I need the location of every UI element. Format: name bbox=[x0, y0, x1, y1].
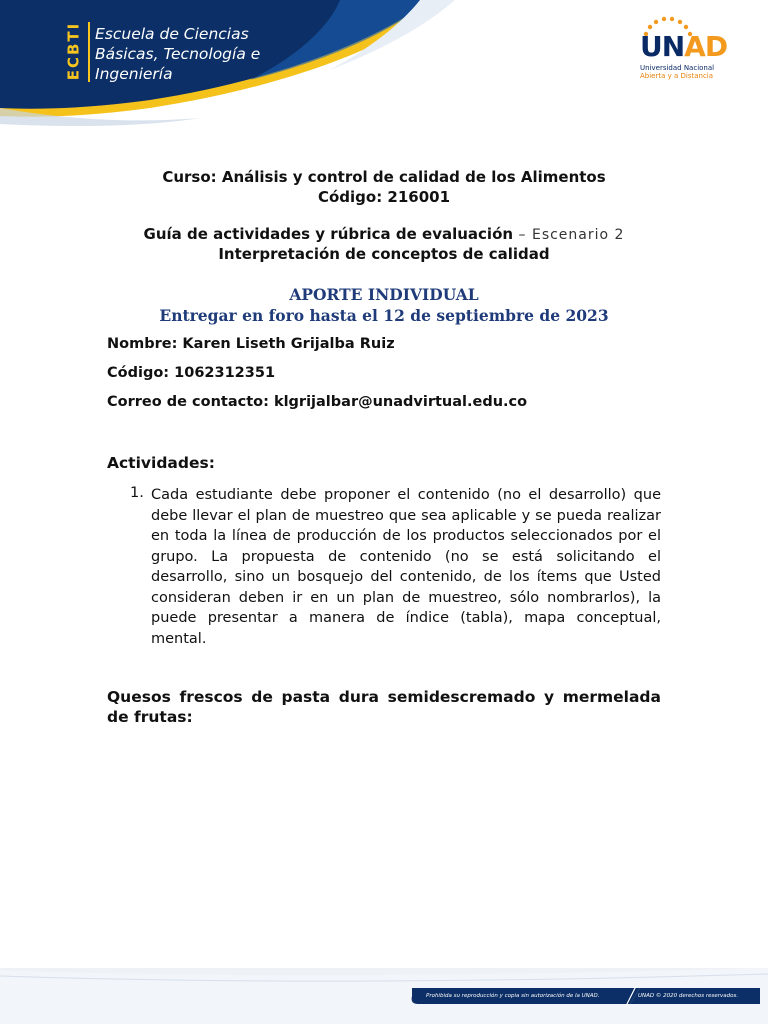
products-heading: Quesos frescos de pasta dura semidescremado y mermelada de frutas: bbox=[107, 688, 661, 726]
activity-number: 1. bbox=[130, 485, 144, 501]
school-name bbox=[95, 24, 260, 84]
guide-separator: – bbox=[513, 227, 532, 243]
guide-title-text: Guía de actividades y rúbrica de evaluación bbox=[143, 225, 514, 243]
aporte-title: APORTE INDIVIDUAL bbox=[289, 285, 479, 304]
activity-text: Cada estudiante debe proponer el contenido (no el desarrollo) que debe llevar el plan de muestreo que sea aplicable y se pueda realizar en toda la línea de producción de los productos seleccionados por el grupo. La propuesta de contenido (no se está solicitando el desarrollo, sino un bosquejo del contenido, de los ítems que Usted consideran deben ir en un plan de muestreo, sólo nombrarlos), la puede presentar a manera de índice (tabla), mapa conceptual, mental. bbox=[151, 487, 661, 647]
ecbti-divider bbox=[88, 22, 90, 82]
unad-subtitle-1: Universidad Nacional bbox=[640, 64, 715, 72]
footer-notice: Prohibida su reproducción y copia sin autorización de la UNAD. bbox=[426, 993, 600, 999]
topic-title: Interpretación de conceptos de calidad bbox=[218, 245, 550, 263]
course-code: Código: 216001 bbox=[317, 188, 451, 206]
guide-scenario: Escenario 2 bbox=[531, 227, 625, 243]
student-id: Código: 1062312351 bbox=[107, 365, 276, 381]
activities-heading: Actividades: bbox=[107, 454, 215, 472]
ecbti-label: ECBTI bbox=[64, 21, 83, 81]
guide-title bbox=[0, 225, 768, 243]
footer-rights: UNAD © 2020 derechos reservados. bbox=[638, 993, 739, 999]
unad-subtitle-2: Abierta y a Distancia bbox=[640, 72, 714, 80]
deadline-text: Entregar en foro hasta el 12 de septiembre de 2023 bbox=[159, 306, 609, 325]
school-name-line-3: Ingeniería bbox=[95, 65, 173, 83]
unad-logo bbox=[632, 16, 752, 82]
student-name: Nombre: Karen Liseth Grijalba Ruiz bbox=[107, 336, 395, 352]
course-title: Curso: Análisis y control de calidad de los Alimentos bbox=[162, 168, 606, 186]
school-name-line-2: Básicas, Tecnología e bbox=[95, 45, 261, 63]
unad-wordmark: UNAD bbox=[640, 30, 728, 63]
student-email: Correo de contacto: klgrijalbar@unadvirtual.edu.co bbox=[107, 394, 528, 410]
school-name-line-1: Escuela de Ciencias bbox=[95, 25, 249, 43]
